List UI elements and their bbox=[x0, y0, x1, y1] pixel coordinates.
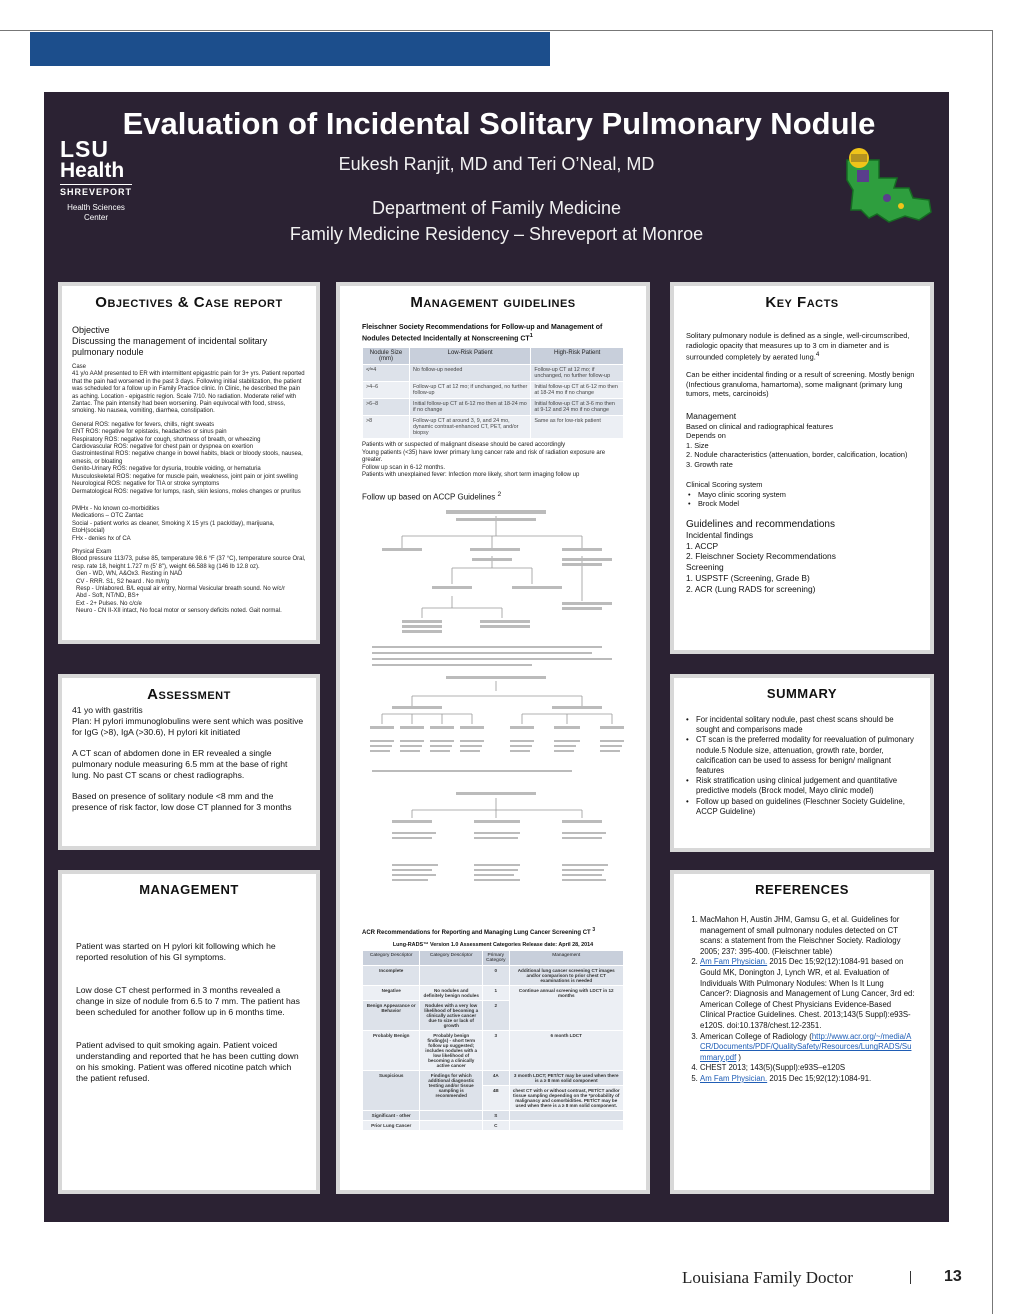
assessment-heading: Assessment bbox=[147, 686, 231, 703]
poster-header bbox=[44, 92, 949, 260]
table-row: Benign Appearance or Behavior Nodules with a very low likelihood of becoming a clinically active cancer due to size or lack of growth 2 bbox=[363, 1001, 624, 1031]
ros-line: Dermatological ROS: negative for lumps, rash, skin lesions, moles changes or pruritus bbox=[72, 488, 301, 495]
fleischner-table bbox=[362, 347, 624, 439]
table-row: Significant - other S bbox=[363, 1111, 624, 1121]
table-row: Probably Benign Probably benign finding(s) - short term follow up suggested; includes nodules with a low likelihood of becoming a clinically active cancer 3 6 month LDCT bbox=[363, 1031, 624, 1071]
reference-link[interactable]: http://www.acr.org/~/media/ACR/Documents/PDF/QualitySafety/Resources/LungRADS/Summary.pdf bbox=[700, 1031, 912, 1062]
objectives-panel bbox=[58, 282, 320, 644]
assessment-ct: A CT scan of abdomen done in ER revealed a single pulmonary nodule measuring 6.5 mm at the base of right lung. No past CT scans or chest radiographs. bbox=[72, 748, 288, 780]
footer-divider bbox=[910, 1271, 911, 1284]
reference-item: 5. Am Fam Physician. 2015 Dec 15;92(12):1084-91. bbox=[700, 1074, 916, 1085]
reference-link[interactable]: Am Fam Physician. bbox=[700, 1073, 768, 1083]
management-lines: Based on clinical and radiographical features Depends on 1. Size 2. Nodule characteristics (attenuation, border, calcification, location) 3. Growth rate bbox=[686, 422, 908, 469]
logo-line2: Health bbox=[60, 159, 125, 182]
poster-program: Family Medicine Residency – Shreveport at Monroe bbox=[289, 224, 704, 244]
objective-label: Objective bbox=[72, 325, 110, 335]
exam-item: Neuro - CN II-XII intact, No focal motor or sensory deficits noted. Gait normal. bbox=[76, 608, 282, 615]
table-row: >6–8 Initial follow-up CT at 6-12 mo then at 18-24 mo if no change Initial follow-up CT at 3-6 mo then at 9-12 and 24 mo if no change bbox=[363, 399, 624, 416]
summary-panel bbox=[670, 674, 934, 852]
reference-link[interactable]: Am Fam Physician. bbox=[700, 957, 768, 967]
key-fact-origin: Can be either incidental finding or a result of screening. Mostly benign (Infectious granuloma, hamartoma), some malignant (primary lung tumors, mets, carcinoids) bbox=[686, 370, 915, 399]
table-row: >8 Follow-up CT at around 3, 9, and 24 mo, dynamic contrast-enhanced CT, PET, and/or biopsy Same as for low-risk patient bbox=[363, 416, 624, 439]
assessment-followup: Based on presence of solitary nodule <8 mm and the presence of risk factor, low dose CT planned for 3 months bbox=[72, 791, 292, 812]
poster-department: Department of Family Medicine bbox=[371, 198, 622, 218]
case-label: Case bbox=[72, 364, 87, 370]
management-text-1: Patient was started on H pylori kit following which he reported resolution of his GI symptoms. bbox=[76, 941, 276, 962]
right-rule bbox=[992, 30, 993, 1314]
reference-item: 2. Am Fam Physician. 2015 Dec 15;92(12):1084-91 based on Gould MK, Donington J, Lynch WR, et al. Evaluation of Individuals With Pulmonary Nodules: When Is It Lung Cancer?: Diagnosis and Management of Lung Cancer, 3rd ed: American College of Chest Physicians Evidence-Based Clinical Practice Guidelines. Chest. 2013;143(5 Suppl):e93S-e120S. doi:10.1378/chest.12-2351. bbox=[700, 957, 916, 1031]
acr-table bbox=[362, 950, 624, 1131]
table-row: Prior Lung Cancer C bbox=[363, 1121, 624, 1131]
list-item: • Mayo clinic scoring system bbox=[686, 490, 918, 499]
list-item: • CT scan is the preferred modality for reevaluation of pulmonary nodule.5 Nodule size, attenuation, growth rate, border, calcification can be used to assess for benign/ malignant features bbox=[684, 735, 918, 776]
summary-heading: SUMMARY bbox=[766, 686, 838, 701]
management-label: Management bbox=[686, 411, 737, 422]
accp-flowchart-diagram bbox=[362, 506, 630, 916]
summary-list bbox=[674, 701, 930, 817]
reference-item: 4. CHEST 2013; 143(5)(Suppl):e93S–e120S bbox=[700, 1063, 916, 1074]
scoring-label: Clinical Scoring system bbox=[686, 480, 763, 490]
objectives-heading: Objectives & Case report bbox=[95, 294, 283, 311]
assessment-diagnosis: 41 yo with gastritis bbox=[72, 705, 143, 715]
references-list bbox=[674, 897, 930, 1085]
table-row: Negative No nodules and definitely benign nodules 1 Continue annual screening with LDCT in 12 months bbox=[363, 986, 624, 1001]
history-line: FHx - denies hx of CA bbox=[72, 535, 131, 542]
assessment-plan: Plan: H pylori immunoglobulins were sent which was positive for IgG (>8), IgA (>30.6), H pylori kit initiated bbox=[72, 716, 304, 737]
list-item: • Follow up based on guidelines (Fleschner Society Guideline, ACCP Guideline) bbox=[684, 797, 918, 817]
objective-text: Discussing the management of incidental solitary pulmonary nodule bbox=[72, 336, 268, 357]
guidelines-panel bbox=[336, 282, 650, 1194]
assessment-panel bbox=[58, 674, 320, 850]
page-footer bbox=[682, 1268, 962, 1288]
ros-list bbox=[72, 422, 306, 496]
exam-label: Physical Exam bbox=[72, 548, 112, 555]
ros-line: Respiratory ROS: negative for cough, shortness of breath, or wheezing bbox=[72, 436, 261, 443]
logo-line4: Health Sciences Center bbox=[67, 203, 125, 222]
table-row: 4B chest CT with or without contrast, PET/CT and/or tissue sampling depending on the *probability of malignancy and comorbidities. PET/CT may be used when there is a ≥ 8 mm solid component. bbox=[363, 1086, 624, 1111]
table-row: >4–6 Follow-up CT at 12 mo; if unchanged, no further follow-up Initial follow-up CT at 6-12 mo then at 18-24 mo if no change bbox=[363, 382, 624, 399]
poster bbox=[44, 92, 949, 1222]
ros-line: ENT ROS: negative for epistaxis, headaches or sinus pain bbox=[72, 429, 227, 436]
scoring-list bbox=[686, 490, 918, 509]
poster-authors: Eukesh Ranjit, MD and Teri O’Neal, MD bbox=[338, 154, 655, 174]
ros-line: Genito-Urinary ROS: negative for dysuria, trouble voiding, or hematuria bbox=[72, 466, 261, 473]
reference-item: 1. MacMahon H, Austin JHM, Gamsu G, et al. Guidelines for management of small pulmonary nodules detected on CT scans: a statement from the Fleischner Society. Radiology 2005; 237: 395-400. (Fleischner table) bbox=[700, 915, 916, 957]
history-line: PMHx - No known co-morbidities bbox=[72, 505, 160, 512]
list-item: • Risk stratification using clinical judgement and quantitative predictive models (Brock model, Mayo clinic model) bbox=[684, 776, 918, 796]
exam-item: Ext - 2+ Pulses. No c/c/e bbox=[76, 600, 142, 607]
exam-item: Gen - WD, WN, A&Ox3. Resting in NAD bbox=[76, 571, 183, 578]
table-row: Suspicious Findings for which additional diagnostic testing and/or tissue sampling is recommended 4A 3 month LDCT; PET/CT may be used when there is a ≥ 8 mm solid component bbox=[363, 1071, 624, 1086]
management-text-2: Low dose CT chest performed in 3 months revealed a change in size of nodule from 6.5 to 7 mm. The patient has been scheduled for another follow up in 6 months time. bbox=[76, 985, 300, 1017]
exam-item: CV - RRR. S1, S2 heard . No m/r/g bbox=[76, 578, 170, 585]
top-color-bar bbox=[30, 32, 550, 66]
accp-label: Follow up based on ACCP Guidelines $^2$ bbox=[362, 491, 502, 503]
case-text: 41 y/o AAM presented to ER with intermittent epigastric pain for 3+ yrs. Patient reported that the pain had worsened in the past 3 days. Following initial stabilization, the patient was scheduled for a follow up in Family Practice clinic. In Clinic, he described the pain as aching. Location - epigastric region. Scale 7/10. No radiation. Moderate relief with Zantac. The pain intensity had been worsening. Pain equivocal with food, stress, smoking. No nausea, vomiting, diarrhea, constipation. bbox=[72, 371, 305, 415]
key-facts-panel bbox=[670, 282, 934, 654]
ros-line: Neurological ROS: negative for TIA or stroke symptoms bbox=[72, 481, 220, 488]
table-row bbox=[363, 348, 624, 365]
journal-name: Louisiana Family Doctor bbox=[682, 1268, 853, 1287]
key-fact-definition: Solitary pulmonary nodule is defined as a single, well-circumscribed, radiologic opacity that measures up to 3 cm in diameter and is surrounded completely by aerated lung.$^4$ bbox=[686, 331, 910, 362]
top-rule bbox=[0, 30, 992, 31]
logo-line1: LSU bbox=[60, 136, 109, 162]
management-panel bbox=[58, 870, 320, 1194]
table-row: Category Descriptor Category Descriptor Primary Category Management bbox=[363, 951, 624, 966]
table-row: <⁄=4 No follow-up needed Follow-up CT at 12 mo; if unchanged, no further follow-up bbox=[363, 365, 624, 382]
table-header: Low-Risk Patient bbox=[409, 348, 530, 365]
louisiana-logo-icon bbox=[839, 140, 939, 230]
exam-items bbox=[72, 571, 306, 615]
acr-title: ACR Recommendations for Reporting and Managing Lung Cancer Screening CT $^3$ bbox=[362, 927, 596, 937]
ros-line: General ROS: negative for fevers, chills, night sweats bbox=[72, 421, 215, 428]
references-panel bbox=[670, 870, 934, 1194]
references-heading: REFERENCES bbox=[755, 882, 849, 897]
table-header: High-Risk Patient bbox=[531, 348, 624, 365]
history-line: Medications – OTC Zantac bbox=[72, 513, 144, 520]
key-facts-heading: Key Facts bbox=[765, 294, 839, 311]
page-number: 13 bbox=[944, 1268, 962, 1285]
guidelines-lines: Incidental findings 1. ACCP 2. Fleischner Society Recommendations Screening 1. USPSTF (Screening, Grade B) 2. ACR (Lung RADS for screening) bbox=[686, 529, 836, 594]
list-item: • Brock Model bbox=[686, 499, 918, 508]
ros-line: Gastrointestinal ROS: negative change in bowel habits, black or bloody stools, nausea, emesis, or bloating bbox=[72, 451, 303, 465]
table-row: Incomplete 0 Additional lung cancer screening CT images and/or comparison to prior chest CT examinations is needed bbox=[363, 966, 624, 986]
ros-line: Cardiovascular ROS: negative for chest pain or dyspnea on exertion bbox=[72, 444, 254, 451]
reference-item: 3. American College of Radiology (http://www.acr.org/~/media/ACR/Documents/PDF/QualitySafety/Resources/LungRADS/Summary.pdf ) bbox=[700, 1032, 916, 1064]
table-notes: Patients with or suspected of malignant disease should be cared accordingly Young patients (<35) have lower primary lung cancer rate and risk of radiation exposure are greater. Follow up scan in 6-12 months. Patients with unexplained fever: Infection more likely, short term imaging follow up bbox=[362, 442, 606, 478]
exam-item: Resp - Unlabored. B/L equal air entry, Normal Vesicular breath sound. No w/c/r bbox=[76, 585, 286, 592]
poster-title: Evaluation of Incidental Solitary Pulmonary Nodule bbox=[122, 106, 876, 141]
exam-item: Abd - Soft, NT/ND, BS+ bbox=[76, 593, 140, 600]
logo-line3: SHREVEPORT bbox=[60, 184, 132, 197]
ros-line: Musculoskeletal ROS: negative for muscle pain, weakness, joint pain or joint swelling bbox=[72, 473, 298, 480]
fleischner-title: Fleischner Society Recommendations for Follow-up and Management of Nodules Detected Incidentally at Nonscreening $CT^1$ bbox=[362, 324, 603, 343]
guidelines-heading: Management guidelines bbox=[410, 294, 576, 311]
history-line: Social - patient works as cleaner, Smoking X 15 yrs (1 pack/day), marijuana, EtoH(social) bbox=[72, 520, 275, 535]
acr-subtitle: Lung-RADS™ Version 1.0 Assessment Categories Release date: April 28, 2014 bbox=[392, 942, 594, 949]
list-item: • For incidental solitary nodule, past chest scans should be sought and comparisons made bbox=[684, 715, 918, 735]
exam-text: Blood pressure 113/73, pulse 85, temperature 98.6 °F (37 °C), temperature source Oral, resp. rate 18, height 1.727 m (5' 8"), weight 66.588 kg (146 lb 12.8 oz). bbox=[72, 556, 306, 570]
guidelines-label: Guidelines and recommendations bbox=[686, 518, 835, 530]
management-heading: MANAGEMENT bbox=[139, 882, 239, 897]
management-text-3: Patient advised to quit smoking again. Patient voiced understanding and reported that he has been cutting down on his smoking. Patient was offered nicotine patch which the patient refused. bbox=[76, 1040, 299, 1083]
history-list bbox=[72, 506, 306, 543]
table-header: Nodule Size (mm) bbox=[363, 348, 410, 365]
